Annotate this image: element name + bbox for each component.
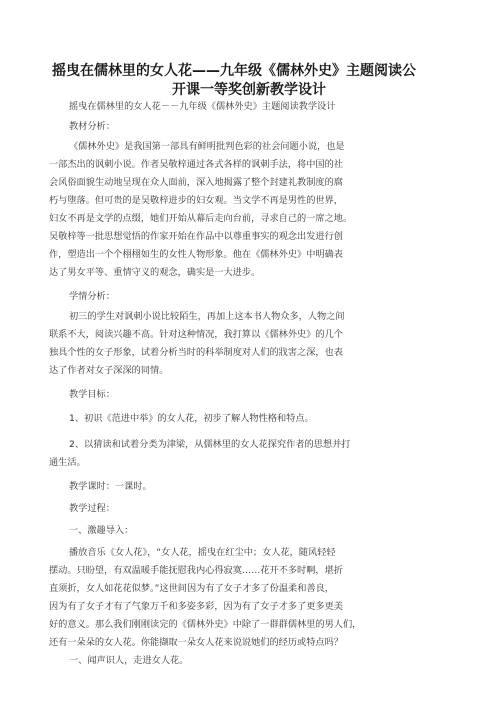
- paragraph-line: 《儒林外史》是我国第一部具有鲜明批判色彩的社会问题小说，也是: [69, 141, 345, 152]
- paragraph-line: 直须折，女人如花花似梦。”这世间因为有了女子才多了份温柔和善良，: [49, 583, 334, 594]
- paragraph-line: 播放音乐《女人花》，“女人花，摇曳在红尘中；女人花，随风轻轻: [69, 547, 336, 558]
- title-line-1: 摇曳在儒林里的女人花——九年级《儒林外史》主题阅读公: [52, 63, 416, 79]
- paragraph-line: 吴敬梓等一批思想觉悟的作家开始在作品中以尊重事实的观念出发进行创: [49, 231, 343, 242]
- paragraph-line: 独具个性的女子形象，试着分析当时的科举制度对人们的戕害之深，也表: [49, 347, 343, 358]
- paragraph-line: 初三的学生对讽刺小说比较陌生，再加上这本书人物众多，人物之间: [69, 311, 345, 322]
- title-line-2: 开课一等奖创新教学设计: [172, 82, 326, 98]
- section-heading: 教学目标：: [69, 389, 115, 400]
- paragraph-line: 一部杰出的讽刺小说。作者吴敬梓通过各式各样的讽刺手法，将中国的社: [49, 159, 343, 170]
- section-heading: 学情分析：: [69, 291, 115, 302]
- section-heading: 教材分析：: [69, 121, 115, 132]
- paragraph-line: 联系不大，阅读兴趣不高。针对这种情况，我打算以《儒林外史》的几个: [49, 329, 343, 340]
- objective-line: 通生活。: [49, 457, 86, 468]
- paragraph-line: 达了作者对女子深深的同情。: [49, 365, 169, 376]
- paragraph-line: 会风俗面貌生动地呈现在众人面前，深入地揭露了整个封建礼教制度的腐: [49, 177, 343, 188]
- objective-line: 1、初识《范进中举》的女人花，初步了解人物性格和特点。: [69, 413, 314, 424]
- paragraph-line: 好的意义。那么我们刚刚读完的《儒林外史》中除了一群群儒林里的男人们，: [49, 619, 362, 630]
- paragraph-line: 作，塑造出一个个栩栩如生的女性人物形象。他在《儒林外史》中明确表: [49, 249, 343, 260]
- section-heading: 教学过程：: [69, 503, 115, 514]
- paragraph-line: 达了男女平等、重情守义的观念，确实是一大进步。: [49, 267, 261, 278]
- paragraph-line: 朽与堕落。但可贵的是吴敬梓进步的妇女观。当文学不再是男性的世界，: [49, 195, 343, 206]
- section-heading: 教学课时：一课时。: [69, 481, 152, 492]
- section-heading: 一、激趣导入：: [69, 525, 134, 536]
- paragraph-line: 因为有了女子才有了气象万千和多姿多彩，因为有了女子才多了更多更美: [49, 601, 343, 612]
- subtitle-line: 摇曳在儒林里的女人花－－九年级《儒林外史》主题阅读教学设计: [69, 101, 336, 112]
- paragraph-line: 摆动。只盼望，有双温暖手能抚慰我内心得寂寞……花开不多时啊，堪折: [49, 565, 343, 576]
- paragraph-line: 还有一朵朵的女人花。你能撷取一朵女人花来说说她们的经历或特点吗？: [49, 637, 343, 648]
- objective-line: 2、以猜读和试着分类为津梁，从儒林里的女人花探究作者的思想并打: [69, 439, 351, 450]
- section-heading: 一、闻声识人，走进女人花。: [69, 655, 189, 666]
- paragraph-line: 妇女不再是文学的点缀，她们开始从幕后走向台前，寻求自己的一席之地。: [49, 213, 353, 224]
